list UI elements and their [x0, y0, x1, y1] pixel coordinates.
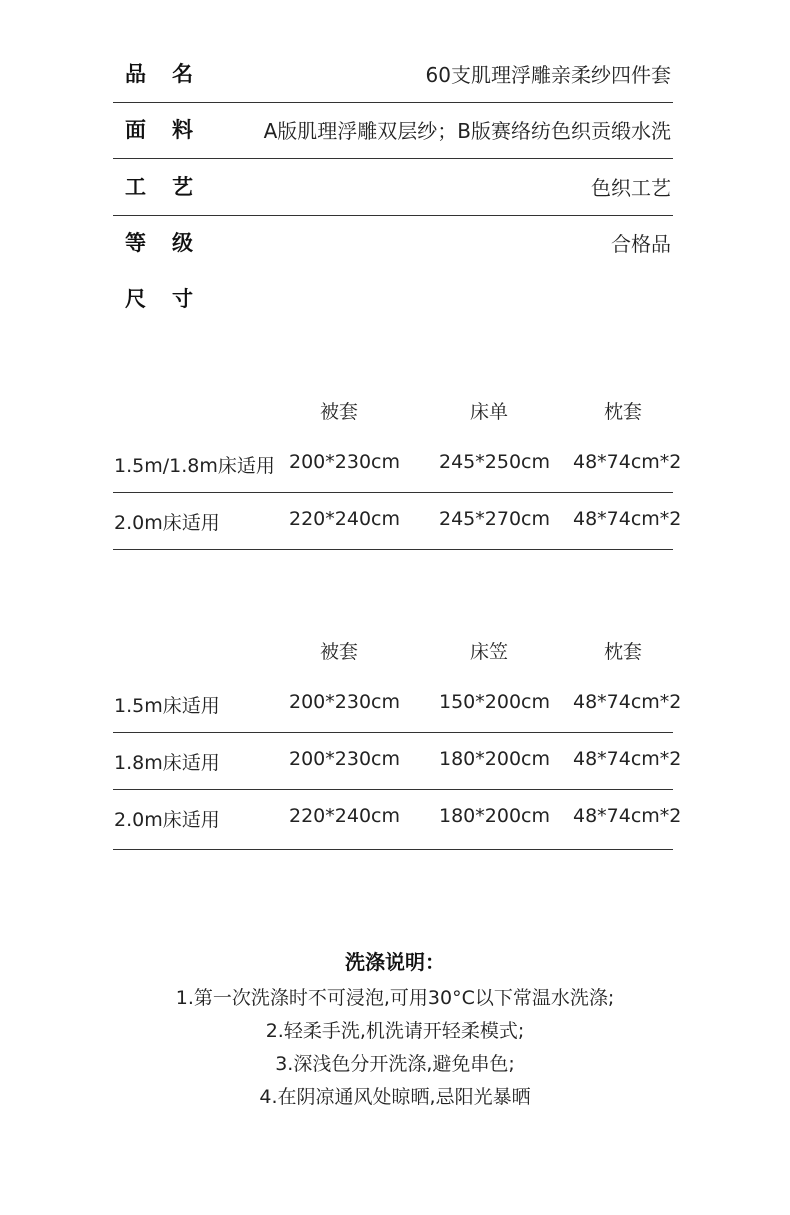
- table1-header-sheet: 床单: [469, 401, 508, 423]
- table-cell-pillowcase: 48*74cm*2: [573, 691, 682, 713]
- spec-row-craft: [113, 159, 673, 216]
- spec-label-fabric: 面料: [125, 118, 219, 142]
- spec-value-name: 60支肌理浮雕亲柔纱四件套: [425, 63, 671, 87]
- table-cell-pillowcase: 48*74cm*2: [573, 451, 682, 473]
- table-cell-duvet: 200*230cm: [289, 748, 400, 770]
- table-cell-pillowcase: 48*74cm*2: [573, 805, 682, 827]
- washing-line: 2.轻柔手洗,机洗请开轻柔模式;: [265, 1020, 525, 1042]
- table-cell-duvet: 220*240cm: [289, 805, 400, 827]
- table-cell-pillowcase: 48*74cm*2: [573, 508, 682, 530]
- table-cell-size: 2.0m床适用: [114, 809, 220, 831]
- table-cell-sheet: 245*270cm: [439, 508, 550, 530]
- spec-row-fabric: [113, 102, 673, 159]
- spec-row-grade: [113, 215, 673, 271]
- table1-header-duvet: 被套: [319, 401, 358, 423]
- table-cell-fitted-sheet: 150*200cm: [439, 691, 550, 713]
- spec-label-craft: 工艺: [125, 175, 219, 199]
- table-cell-sheet: 245*250cm: [439, 451, 550, 473]
- table-cell-pillowcase: 48*74cm*2: [573, 748, 682, 770]
- table-cell-duvet: 220*240cm: [289, 508, 400, 530]
- table1-header-pillowcase: 枕套: [603, 401, 642, 423]
- spec-label-grade: 等级: [125, 231, 219, 255]
- table-row: [113, 790, 682, 850]
- spec-label-size: 尺寸: [125, 287, 219, 311]
- spec-row-name: [113, 46, 673, 103]
- washing-line: 1.第一次洗涤时不可浸泡,可用30°C以下常温水洗涤;: [175, 987, 615, 1009]
- table-cell-size: 1.8m床适用: [114, 752, 220, 774]
- washing-line: 3.深浅色分开洗涤,避免串色;: [275, 1053, 515, 1075]
- table2-header-duvet: 被套: [319, 641, 358, 663]
- spec-row-size: [113, 271, 673, 327]
- table-cell-size: 2.0m床适用: [114, 512, 220, 534]
- table2-header: [113, 622, 673, 678]
- washing-title: 洗涤说明：: [345, 950, 445, 974]
- table-cell-duvet: 200*230cm: [289, 451, 400, 473]
- table-row: [113, 436, 682, 493]
- table-cell-duvet: 200*230cm: [289, 691, 400, 713]
- spec-value-fabric: A版肌理浮雕双层纱；B版赛络纺色织贡缎水洗: [263, 119, 671, 143]
- table-row: [113, 733, 682, 790]
- spec-label-name: 品名: [125, 62, 219, 86]
- table-cell-fitted-sheet: 180*200cm: [439, 805, 550, 827]
- table-cell-fitted-sheet: 180*200cm: [439, 748, 550, 770]
- table2-header-pillowcase: 枕套: [603, 641, 642, 663]
- table-cell-size: 1.5m床适用: [114, 695, 220, 717]
- table1-header: [113, 382, 673, 438]
- washing-line: 4.在阴凉通风处晾晒,忌阳光暴晒: [259, 1086, 531, 1108]
- spec-value-grade: 合格品: [611, 232, 671, 256]
- table-cell-size: 1.5m/1.8m床适用: [114, 455, 275, 477]
- table-row: [113, 493, 682, 550]
- table-row: [113, 676, 682, 733]
- table2-header-fitted-sheet: 床笠: [469, 641, 508, 663]
- spec-value-craft: 色织工艺: [591, 176, 671, 200]
